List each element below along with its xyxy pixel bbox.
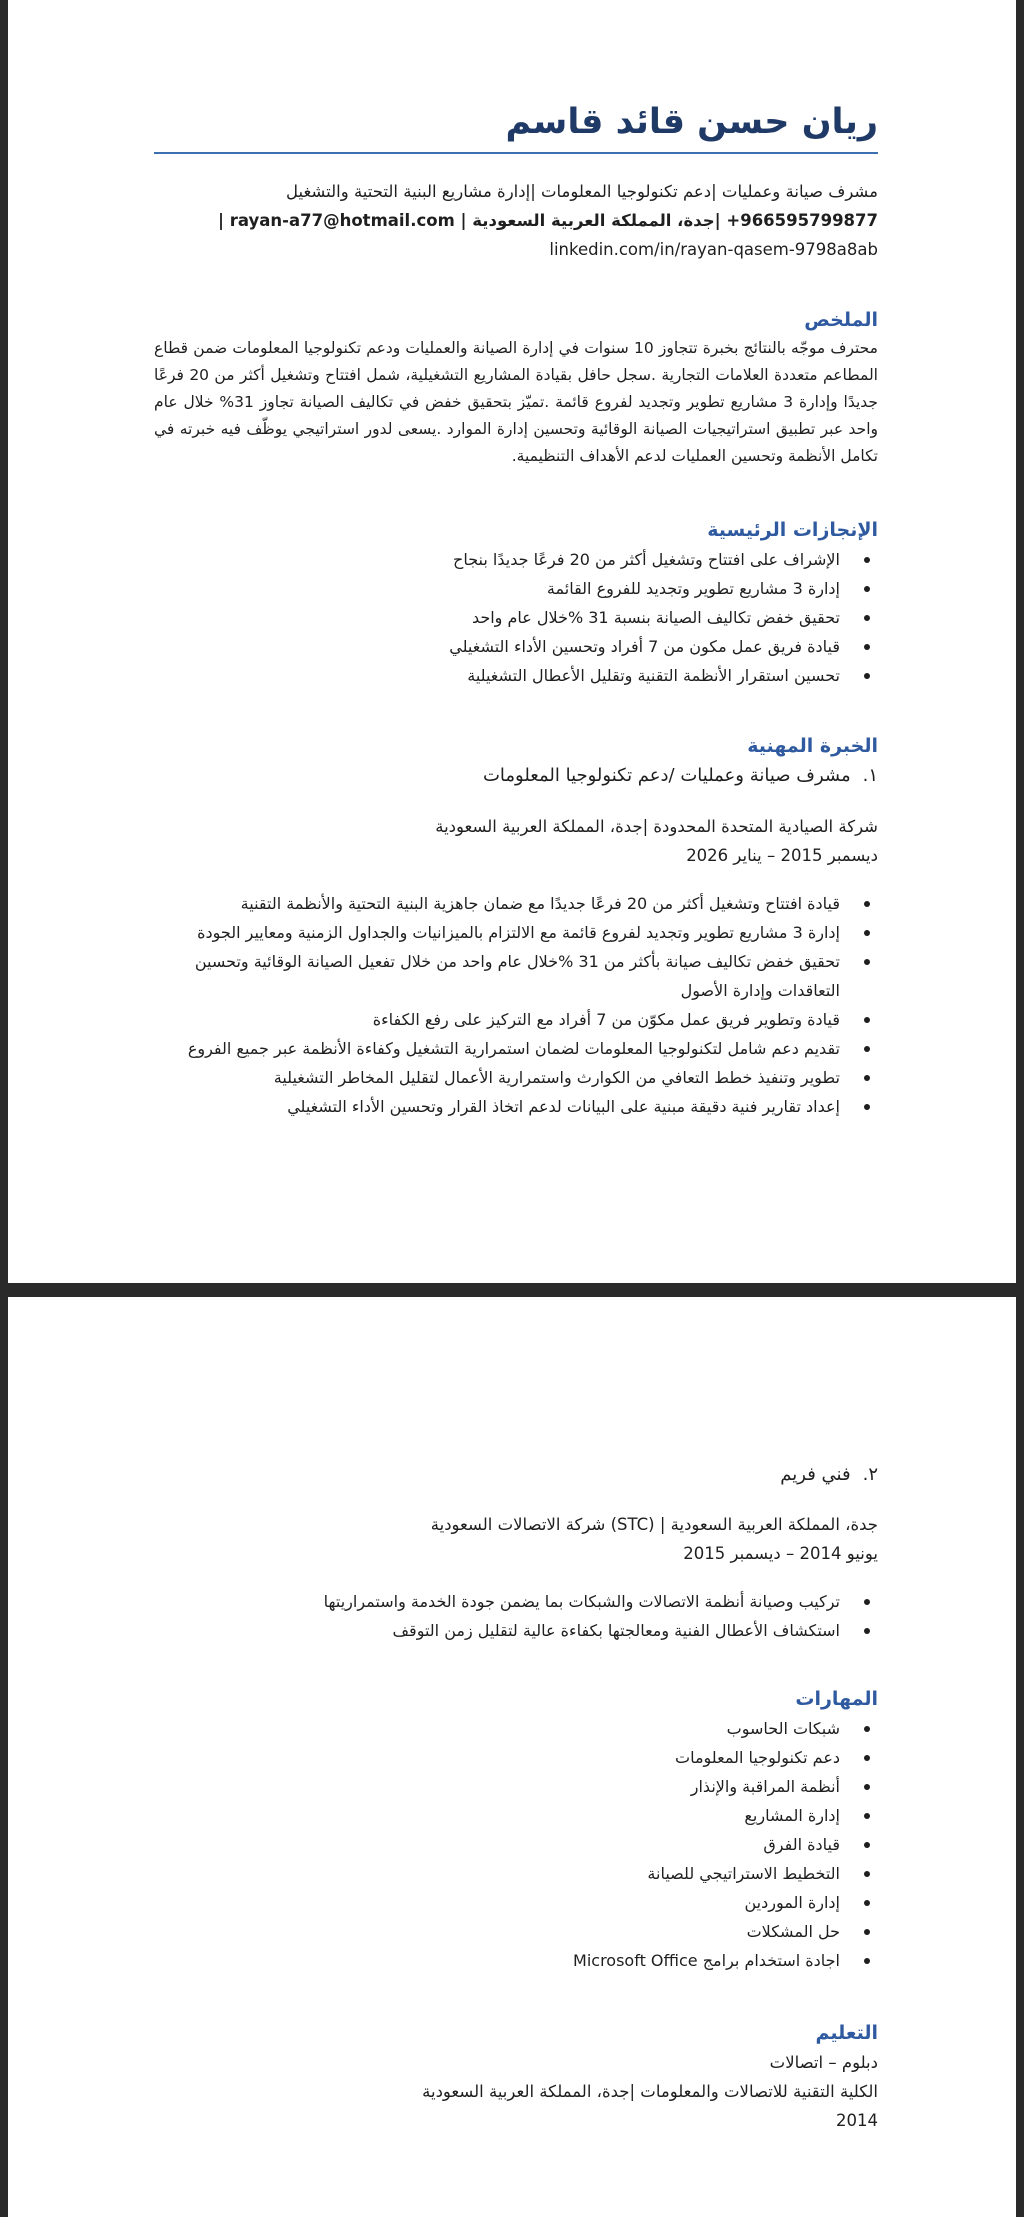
job-bullet-list	[154, 889, 878, 1121]
resume-page-2	[8, 1297, 1016, 2217]
list-item: قيادة افتتاح وتشغيل أكثر من 20 فرعًا جديدًا مع ضمان جاهزية البنية التحتية والأنظمة التقنية	[154, 889, 840, 918]
job-title	[154, 1460, 878, 1490]
experience-heading: الخبرة المهنية	[747, 735, 878, 757]
summary-text: محترف موجّه بالنتائج بخبرة تتجاوز 10 سنوات في إدارة الصيانة والعمليات ودعم تكنولوجيا المعلومات ضمن قطاع المطاعم متعددة العلامات التجارية .سجل حافل بقيادة المشاريع التشغيلية، شمل افتتاح وتشغيل أكثر من 20 فرعًا جديدًا وإدارة 3 مشاريع تطوير وتجديد لفروع قائمة .تميّز بتحقيق خفض في تكاليف الصيانة تجاوز 31% خلال عام واحد عبر تطبيق استراتيجيات الصيانة الوقائية وتحسين إدارة الموارد .يسعى لدور استراتيجي يوظّف فيه خبرته في تكامل الأنظمة وتحسين العمليات لدعم الأهداف التنظيمية.	[154, 339, 878, 465]
list-item: التخطيط الاستراتيجي للصيانة	[154, 1859, 840, 1888]
job-1-details	[154, 812, 878, 870]
list-item: اجادة استخدام برامج Microsoft Office	[154, 1946, 840, 1975]
list-item: إدارة 3 مشاريع تطوير وتجديد لفروع قائمة مع الالتزام بالميزانيات والجداول الزمنية ومعايير الجودة	[154, 918, 840, 947]
education-institution: الكلية التقنية للاتصالات والمعلومات |جدة، المملكة العربية السعودية	[422, 2082, 878, 2101]
job-bullet-list	[154, 1587, 878, 1645]
job-2-bullets	[154, 1587, 878, 1645]
achievements-heading: الإنجازات الرئيسية	[707, 519, 878, 541]
job-title-text: مشرف صيانة وعمليات /دعم تكنولوجيا المعلومات	[482, 765, 851, 786]
list-item: تحقيق خفض تكاليف صيانة بأكثر من 31 %خلال عام واحد من خلال تفعيل الصيانة الوقائية وتحسين التعاقدات وإدارة الأصول	[154, 947, 840, 1005]
job-2-details	[154, 1510, 878, 1568]
contact-block	[154, 177, 878, 264]
list-item: تقديم دعم شامل لتكنولوجيا المعلومات لضمان استمرارية التشغيل وكفاءة الأنظمة عبر جميع الفروع	[154, 1034, 840, 1063]
list-item: تحسين استقرار الأنظمة التقنية وتقليل الأعطال التشغيلية	[154, 661, 840, 690]
achievements-list	[154, 545, 878, 690]
resume-page-1	[8, 0, 1016, 1283]
list-item: قيادة الفرق	[154, 1830, 840, 1859]
job-number: ١.	[862, 765, 878, 786]
education-year: 2014	[836, 2111, 878, 2130]
list-item: تطوير وتنفيذ خطط التعافي من الكوارث واستمرارية الأعمال لتقليل المخاطر التشغيلية	[154, 1063, 840, 1092]
list-item: تركيب وصيانة أنظمة الاتصالات والشبكات بما يضمن جودة الخدمة واستمراريتها	[154, 1587, 840, 1616]
list-item: الإشراف على افتتاح وتشغيل أكثر من 20 فرعًا جديدًا بنجاح	[154, 545, 840, 574]
contact-line: 966595799877+ |جدة، المملكة العربية السعودية | rayan-a77@hotmail.com |	[217, 211, 878, 230]
job-title-text: فني فريم	[780, 1464, 851, 1485]
candidate-name: ريان حسن قائد قاسم	[505, 102, 878, 142]
job-dates: يونيو 2014 – ديسمبر 2015	[683, 1544, 878, 1563]
job-company: جدة، المملكة العربية السعودية | (STC) شركة الاتصالات السعودية	[430, 1515, 878, 1534]
list-item: حل المشكلات	[154, 1917, 840, 1946]
list-item: إعداد تقارير فنية دقيقة مبنية على البيانات لدعم اتخاذ القرار وتحسين الأداء التشغيلي	[154, 1092, 840, 1121]
title-line: مشرف صيانة وعمليات |دعم تكنولوجيا المعلومات |إدارة مشاريع البنية التحتية والتشغيل	[286, 182, 878, 201]
summary-section	[154, 305, 878, 470]
list-item: شبكات الحاسوب	[154, 1714, 840, 1743]
header-section	[154, 100, 878, 154]
list-item: إدارة المشاريع	[154, 1801, 840, 1830]
experience-section	[154, 731, 878, 791]
skills-list	[154, 1714, 878, 1975]
achievements-section	[154, 515, 878, 690]
list-item: أنظمة المراقبة والإنذار	[154, 1772, 840, 1801]
list-item: إدارة 3 مشاريع تطوير وتجديد للفروع القائمة	[154, 574, 840, 603]
list-item: قيادة وتطوير فريق عمل مكوّن من 7 أفراد مع التركيز على رفع الكفاءة	[154, 1005, 840, 1034]
summary-heading: الملخص	[804, 309, 878, 331]
list-item: دعم تكنولوجيا المعلومات	[154, 1743, 840, 1772]
job-dates: ديسمبر 2015 – يناير 2026	[686, 846, 878, 865]
skills-section	[154, 1684, 878, 1975]
job-number: ٢.	[862, 1464, 878, 1485]
job-2-header	[154, 1460, 878, 1490]
list-item: استكشاف الأعطال الفنية ومعالجتها بكفاءة عالية لتقليل زمن التوقف	[154, 1616, 840, 1645]
linkedin-link[interactable]: linkedin.com/in/rayan-qasem-9798a8ab	[549, 240, 878, 259]
list-item: تحقيق خفض تكاليف الصيانة بنسبة 31 %خلال عام واحد	[154, 603, 840, 632]
skills-heading: المهارات	[795, 1688, 878, 1710]
education-heading: التعليم	[815, 2022, 878, 2044]
job-title	[154, 761, 878, 791]
job-company: شركة الصيادية المتحدة المحدودة |جدة، المملكة العربية السعودية	[435, 817, 878, 836]
list-item: إدارة الموردين	[154, 1888, 840, 1917]
list-item: قيادة فريق عمل مكون من 7 أفراد وتحسين الأداء التشغيلي	[154, 632, 840, 661]
header-divider	[154, 152, 878, 154]
job-1-bullets	[154, 889, 878, 1121]
education-section	[154, 2018, 878, 2135]
education-degree: دبلوم – اتصالات	[769, 2053, 878, 2072]
